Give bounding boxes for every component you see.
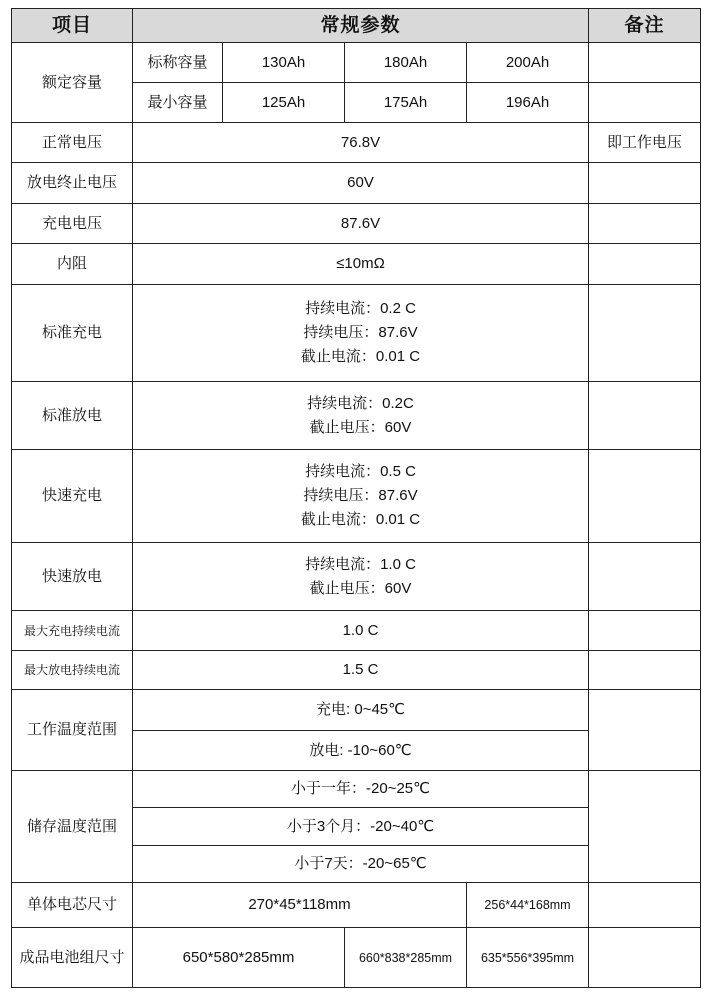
max-discharge-current-row [12, 651, 701, 690]
header-item: 项目 [12, 9, 133, 43]
storage-temp-row-1 [12, 771, 701, 808]
row-label: 快速充电 [12, 450, 133, 543]
remark-cell [589, 285, 701, 382]
header-params: 常规参数 [133, 9, 589, 43]
row-label: 正常电压 [12, 123, 133, 163]
standard-discharge-row [12, 382, 701, 450]
row-value: 76.8V [133, 123, 589, 163]
charge-voltage-row [12, 204, 701, 244]
row-value: 小于3个月：-20~40℃ [133, 808, 589, 846]
row-label: 成品电池组尺寸 [12, 928, 133, 988]
remark-cell [589, 690, 701, 771]
spec-line: 持续电流：0.2 C [305, 300, 416, 317]
spec-line: 截止电流：0.01 C [300, 511, 421, 528]
header-row [12, 9, 701, 43]
nominal-capacity-value: 180Ah [345, 43, 467, 83]
spec-line: 截止电流：0.01 C [300, 348, 421, 365]
remark-cell: 即工作电压 [589, 123, 701, 163]
remark-cell [589, 883, 701, 928]
normal-voltage-row [12, 123, 701, 163]
remark-cell [589, 244, 701, 285]
row-label: 储存温度范围 [12, 771, 133, 883]
fast-charge-row [12, 450, 701, 543]
spec-line: 持续电流：0.2C [307, 394, 414, 412]
cell-size-row [12, 883, 701, 928]
standard-charge-row [12, 285, 701, 382]
spec-line: 持续电流：1.0 C [305, 555, 416, 573]
row-value: 256*44*168mm [467, 883, 589, 928]
row-label: 最大充电持续电流 [12, 611, 133, 651]
spec-table [11, 8, 701, 988]
row-label: 充电电压 [12, 204, 133, 244]
spec-line: 持续电压：87.6V [303, 324, 418, 341]
row-value: 小于7天：-20~65℃ [133, 846, 589, 883]
remark-cell [589, 928, 701, 988]
row-label: 工作温度范围 [12, 690, 133, 771]
capacity-nominal-row [12, 43, 701, 83]
row-label: 单体电芯尺寸 [12, 883, 133, 928]
remark-cell [589, 382, 701, 450]
discharge-cutoff-row [12, 163, 701, 204]
row-label: 标准放电 [12, 382, 133, 450]
row-value: 87.6V [133, 204, 589, 244]
row-label: 放电终止电压 [12, 163, 133, 204]
spec-line: 持续电流：0.5 C [305, 463, 416, 480]
minimum-capacity-value: 125Ah [223, 83, 345, 123]
row-value: 放电: -10~60℃ [133, 731, 589, 771]
row-value: 660*838*285mm [345, 928, 467, 988]
nominal-capacity-value: 130Ah [223, 43, 345, 83]
row-label: 内阻 [12, 244, 133, 285]
row-value: 小于一年：-20~25℃ [133, 771, 589, 808]
remark-cell [589, 163, 701, 204]
remark-cell [589, 543, 701, 611]
row-label: 快速放电 [12, 543, 133, 611]
row-value: 充电: 0~45℃ [133, 690, 589, 731]
minimum-capacity-value: 175Ah [345, 83, 467, 123]
row-value-multiline [133, 382, 589, 450]
capacity-label: 额定容量 [12, 43, 133, 123]
pack-size-row [12, 928, 701, 988]
remark-cell [589, 651, 701, 690]
remark-cell [589, 611, 701, 651]
row-value: 650*580*285mm [133, 928, 345, 988]
row-value-multiline [133, 450, 589, 543]
remark-cell [589, 450, 701, 543]
row-value: 1.0 C [133, 611, 589, 651]
remark-cell [589, 83, 701, 123]
remark-cell [589, 771, 701, 883]
row-value-multiline [133, 285, 589, 382]
row-value: 635*556*395mm [467, 928, 589, 988]
row-label: 最大放电持续电流 [12, 651, 133, 690]
remark-cell [589, 204, 701, 244]
spec-line: 截止电压：60V [309, 418, 412, 436]
spec-line: 截止电压：60V [309, 579, 412, 597]
row-value: 1.5 C [133, 651, 589, 690]
row-value: ≤10mΩ [133, 244, 589, 285]
minimum-capacity-value: 196Ah [467, 83, 589, 123]
row-value-multiline [133, 543, 589, 611]
spec-line: 持续电压：87.6V [303, 487, 418, 504]
nominal-capacity-value: 200Ah [467, 43, 589, 83]
max-charge-current-row [12, 611, 701, 651]
fast-discharge-row [12, 543, 701, 611]
nominal-capacity-label: 标称容量 [133, 43, 223, 83]
operating-temp-charge-row [12, 690, 701, 731]
row-value: 270*45*118mm [133, 883, 467, 928]
remark-cell [589, 43, 701, 83]
minimum-capacity-label: 最小容量 [133, 83, 223, 123]
row-value: 60V [133, 163, 589, 204]
header-remarks: 备注 [589, 9, 701, 43]
internal-resistance-row [12, 244, 701, 285]
row-label: 标准充电 [12, 285, 133, 382]
